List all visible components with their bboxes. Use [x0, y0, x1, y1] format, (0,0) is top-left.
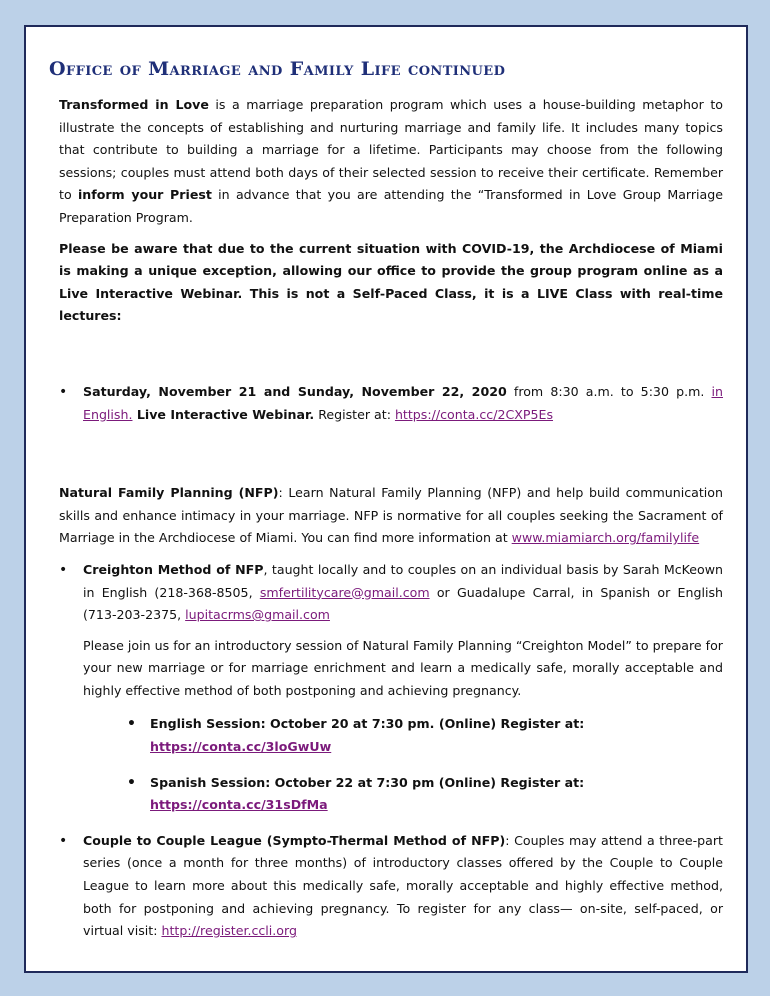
nfp-paragraph: [59, 482, 723, 550]
covid-notice: Please be aware that due to the current situation with COVID-19, the Archdiocese of Miami is making a unique exception, allowing our office to provide the group program online as a Live Interactive Webinar. This is not a Self-Paced Class, it is a LIVE Class with real-time lectures:: [59, 240, 723, 324]
ccl-title: Couple to Couple League (Sympto-Thermal Method of NFP): [83, 832, 506, 848]
nfp-title: Natural Family Planning (NFP): [59, 485, 279, 501]
ccl-text: : Couples may attend a three-part series (once a month for three months) of introductory classes offered by the Couple to Couple League to learn more about this medically safe, morally acceptable and highly effective method, both for postponing and achieving pregnancy. To register for any class— on-site, self-paced, or virtual visit:: [83, 832, 723, 939]
spanish-session-item: [127, 772, 723, 817]
spanish-session-text: Spanish Session: October 22 at 7:30 pm (Online) Register at:: [150, 774, 585, 790]
document-page: [24, 25, 748, 973]
webinar-time: from 8:30 a.m. to 5:30 p.m.: [506, 383, 712, 399]
page-title: Office of Marriage and Family Life continued: [49, 58, 506, 80]
webinar-date: Saturday, November 21 and Sunday, November 22, 2020: [83, 383, 507, 399]
nfp-text: : Learn Natural Family Planning (NFP) and help build communication skills and enhance intimacy in your marriage. NFP is normative for all couples seeking the Sacrament of Marriage in the Archdiocese of Miami. You can find more information at: [59, 485, 723, 546]
english-language-link[interactable]: in English.: [83, 383, 723, 422]
inform-priest-emphasis: inform your Priest: [77, 187, 212, 203]
creighton-text-2: or Guadalupe Carral, in Spanish or English (713-203-2375,: [83, 584, 723, 623]
creighton-item: [59, 559, 723, 627]
ccl-list: [59, 830, 723, 943]
register-label: Register at:: [314, 406, 395, 422]
creighton-sessions-list: [59, 713, 723, 816]
nfp-methods-list: [59, 559, 723, 627]
english-session-register-link[interactable]: https://conta.cc/3loGwUw: [150, 739, 332, 755]
creighton-description: Please join us for an introductory session of Natural Family Planning “Creighton Model” to prepare for your new marriage or for marriage enrichment and learn a medically safe, morally acceptable and highly effective method of both postponing and achieving pregnancy.: [83, 637, 723, 698]
webinar-format: Live Interactive Webinar.: [132, 406, 315, 422]
webinar-list: [59, 381, 723, 426]
ccl-item: [59, 830, 723, 943]
page-content: [49, 57, 724, 943]
ccl-register-link[interactable]: http://register.ccli.org: [161, 923, 297, 939]
program-name: Transformed in Love: [59, 97, 209, 112]
intro-paragraph: [59, 94, 723, 230]
guadalupe-email-link[interactable]: lupitacrms@gmail.com: [185, 607, 330, 623]
creighton-text-1: , taught locally and to couples on an individual basis by Sarah McKeown in English (218-368-8505,: [83, 561, 723, 600]
sarah-email-link[interactable]: smfertilitycare@gmail.com: [259, 584, 430, 600]
webinar-session-item: [59, 381, 723, 426]
familylife-link[interactable]: www.miamiarch.org/familylife: [511, 530, 700, 546]
spanish-session-register-link[interactable]: https://conta.cc/31sDfMa: [150, 797, 328, 813]
english-session-item: [127, 713, 723, 758]
webinar-register-link[interactable]: https://conta.cc/2CXP5Es: [394, 406, 554, 422]
creighton-title: Creighton Method of NFP: [83, 561, 264, 577]
intro-text-1: is a marriage preparation program which uses a house-building metaphor to illustrate the concepts of establishing and nurturing marriage and family life. It includes many topics that contribute to building a marriage for a lifetime. Participants may choose from the following sessions; couples must attend both days of their selected session to receive their certificate. Remember to: [59, 97, 723, 203]
intro-text-2: in advance that you are attending the “Transformed in Love Group Marriage Preparation Program.: [59, 187, 724, 225]
english-session-text: English Session: October 20 at 7:30 pm. (Online) Register at:: [150, 716, 585, 732]
